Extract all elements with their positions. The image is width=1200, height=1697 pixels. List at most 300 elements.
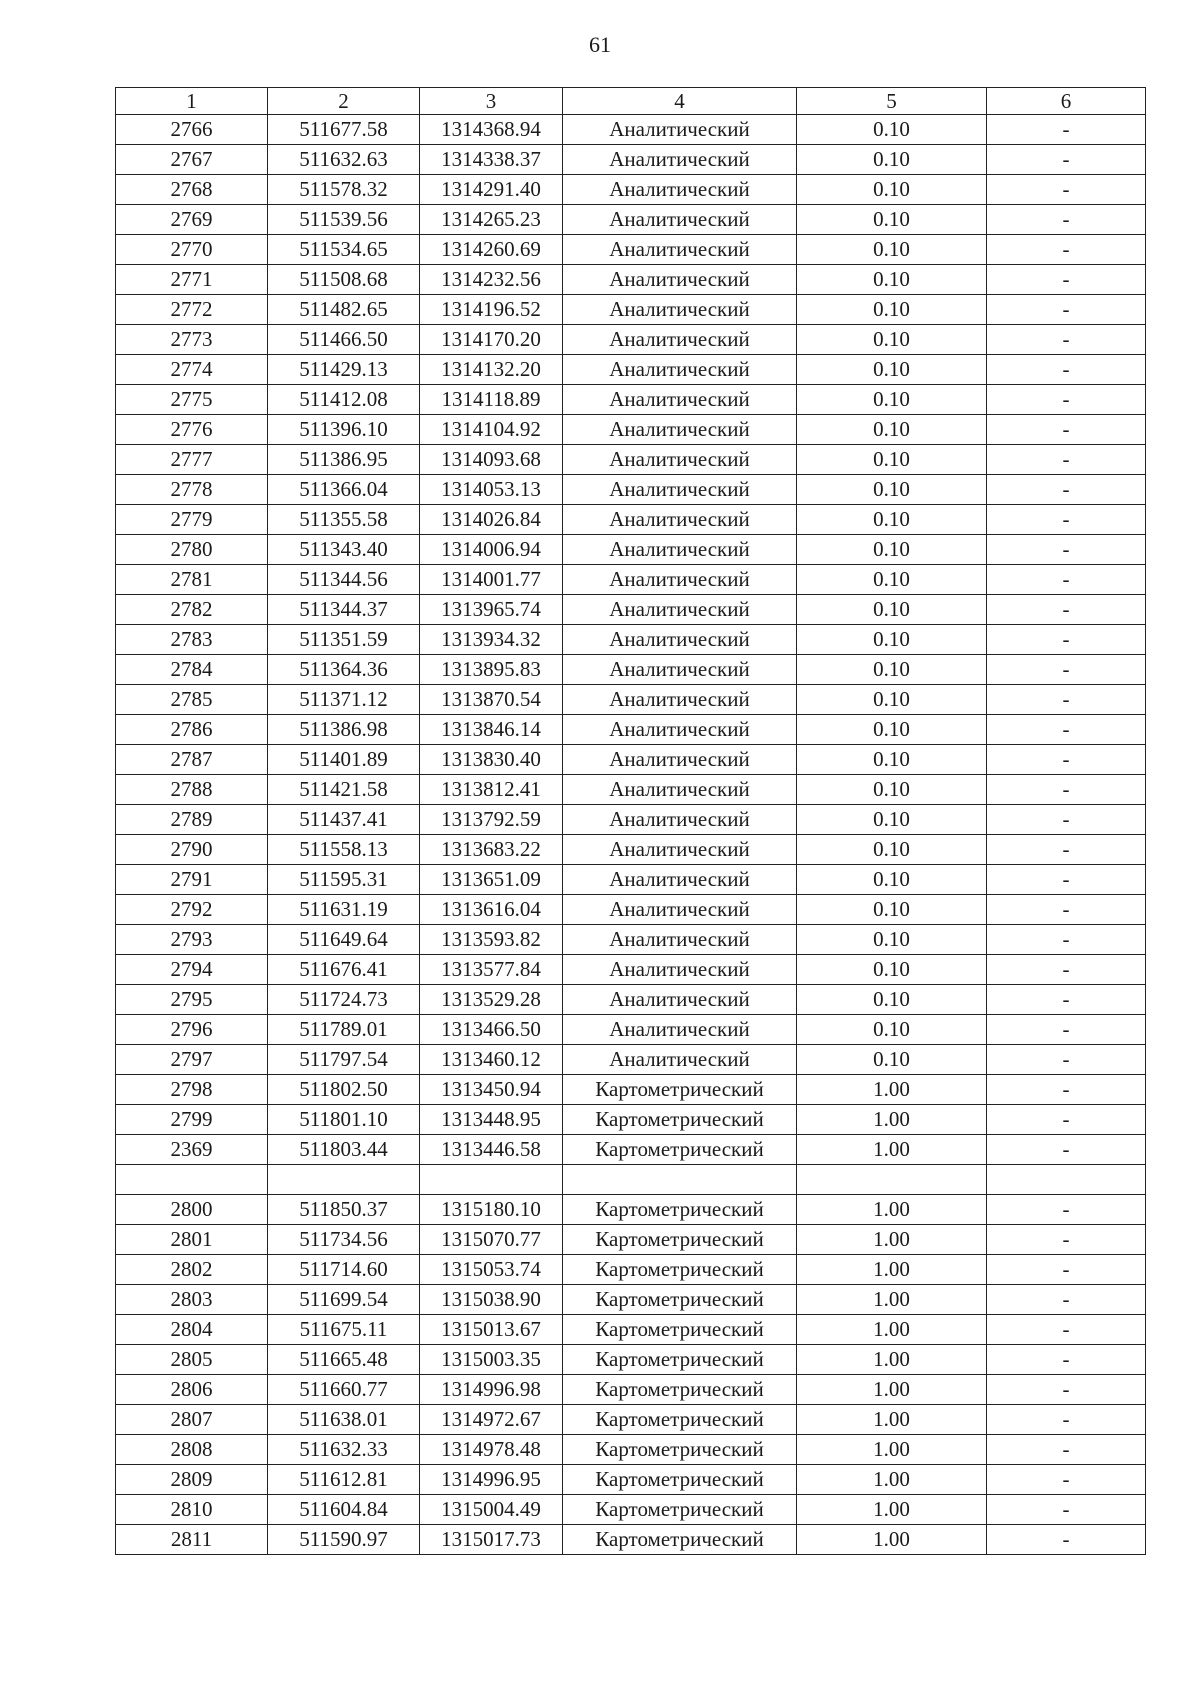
y-coordinate-cell: 1315017.73: [420, 1525, 563, 1555]
y-coordinate-cell: 1313593.82: [420, 925, 563, 955]
y-coordinate-cell: 1314006.94: [420, 535, 563, 565]
method-cell: Картометрический: [563, 1435, 797, 1465]
point-number-cell: 2807: [116, 1405, 268, 1435]
note-cell: -: [987, 1405, 1146, 1435]
accuracy-cell: 0.10: [797, 835, 987, 865]
x-coordinate-cell: 511803.44: [268, 1135, 420, 1165]
accuracy-cell: 0.10: [797, 985, 987, 1015]
table-row: [116, 715, 1146, 745]
x-coordinate-cell: 511665.48: [268, 1345, 420, 1375]
accuracy-cell: 0.10: [797, 145, 987, 175]
method-cell: Аналитический: [563, 235, 797, 265]
point-number-cell: 2775: [116, 385, 268, 415]
method-cell: Аналитический: [563, 505, 797, 535]
table-row: [116, 1015, 1146, 1045]
method-cell: Картометрический: [563, 1285, 797, 1315]
page-number: 61: [589, 32, 611, 57]
accuracy-cell: 0.10: [797, 925, 987, 955]
accuracy-cell: 0.10: [797, 775, 987, 805]
note-cell: -: [987, 1105, 1146, 1135]
note-cell: -: [987, 1315, 1146, 1345]
note-cell: -: [987, 295, 1146, 325]
point-number-cell: 2797: [116, 1045, 268, 1075]
method-cell: Картометрический: [563, 1375, 797, 1405]
table-row: [116, 955, 1146, 985]
accuracy-cell: 0.10: [797, 385, 987, 415]
y-coordinate-cell: 1313450.94: [420, 1075, 563, 1105]
method-cell: Аналитический: [563, 445, 797, 475]
column-header: 2: [268, 88, 420, 115]
note-cell: -: [987, 1195, 1146, 1225]
note-cell: -: [987, 475, 1146, 505]
point-number-cell: 2796: [116, 1015, 268, 1045]
note-cell: -: [987, 1015, 1146, 1045]
note-cell: -: [987, 535, 1146, 565]
method-cell: Картометрический: [563, 1405, 797, 1435]
method-cell: Картометрический: [563, 1255, 797, 1285]
method-cell: [563, 1165, 797, 1195]
y-coordinate-cell: 1313577.84: [420, 955, 563, 985]
point-number-cell: 2780: [116, 535, 268, 565]
y-coordinate-cell: 1313616.04: [420, 895, 563, 925]
table-row: [116, 1195, 1146, 1225]
table-row: [116, 235, 1146, 265]
x-coordinate-cell: 511508.68: [268, 265, 420, 295]
note-cell: -: [987, 925, 1146, 955]
point-number-cell: 2778: [116, 475, 268, 505]
accuracy-cell: 0.10: [797, 745, 987, 775]
x-coordinate-cell: 511734.56: [268, 1225, 420, 1255]
method-cell: Аналитический: [563, 265, 797, 295]
note-cell: -: [987, 265, 1146, 295]
point-number-cell: 2784: [116, 655, 268, 685]
point-number-cell: 2801: [116, 1225, 268, 1255]
method-cell: Аналитический: [563, 295, 797, 325]
method-cell: Картометрический: [563, 1105, 797, 1135]
note-cell: -: [987, 715, 1146, 745]
x-coordinate-cell: 511401.89: [268, 745, 420, 775]
point-number-cell: 2783: [116, 625, 268, 655]
x-coordinate-cell: 511649.64: [268, 925, 420, 955]
table-row: [116, 985, 1146, 1015]
note-cell: -: [987, 1525, 1146, 1555]
table-row: [116, 1345, 1146, 1375]
accuracy-cell: 1.00: [797, 1405, 987, 1435]
accuracy-cell: [797, 1165, 987, 1195]
note-cell: -: [987, 805, 1146, 835]
note-cell: -: [987, 655, 1146, 685]
note-cell: -: [987, 1075, 1146, 1105]
table-row: [116, 805, 1146, 835]
point-number-cell: 2792: [116, 895, 268, 925]
table-row: [116, 925, 1146, 955]
table-row: [116, 1045, 1146, 1075]
accuracy-cell: 0.10: [797, 865, 987, 895]
y-coordinate-cell: 1314104.92: [420, 415, 563, 445]
table-row: [116, 1495, 1146, 1525]
method-cell: Аналитический: [563, 895, 797, 925]
point-number-cell: 2768: [116, 175, 268, 205]
accuracy-cell: 1.00: [797, 1315, 987, 1345]
point-number-cell: 2789: [116, 805, 268, 835]
method-cell: Аналитический: [563, 625, 797, 655]
x-coordinate-cell: 511386.98: [268, 715, 420, 745]
x-coordinate-cell: 511590.97: [268, 1525, 420, 1555]
point-number-cell: 2369: [116, 1135, 268, 1165]
method-cell: Картометрический: [563, 1225, 797, 1255]
point-number-cell: 2787: [116, 745, 268, 775]
x-coordinate-cell: 511714.60: [268, 1255, 420, 1285]
x-coordinate-cell: 511366.04: [268, 475, 420, 505]
x-coordinate-cell: 511638.01: [268, 1405, 420, 1435]
point-number-cell: 2809: [116, 1465, 268, 1495]
x-coordinate-cell: 511595.31: [268, 865, 420, 895]
accuracy-cell: 0.10: [797, 475, 987, 505]
point-number-cell: 2798: [116, 1075, 268, 1105]
point-number-cell: 2776: [116, 415, 268, 445]
table-row: [116, 655, 1146, 685]
y-coordinate-cell: 1314265.23: [420, 205, 563, 235]
x-coordinate-cell: 511355.58: [268, 505, 420, 535]
x-coordinate-cell: 511539.56: [268, 205, 420, 235]
point-number-cell: 2771: [116, 265, 268, 295]
table-row: [116, 685, 1146, 715]
note-cell: -: [987, 775, 1146, 805]
y-coordinate-cell: 1314001.77: [420, 565, 563, 595]
note-cell: -: [987, 415, 1146, 445]
y-coordinate-cell: 1313895.83: [420, 655, 563, 685]
table-row: [116, 775, 1146, 805]
table-row: [116, 175, 1146, 205]
point-number-cell: 2773: [116, 325, 268, 355]
method-cell: Аналитический: [563, 415, 797, 445]
x-coordinate-cell: 511632.63: [268, 145, 420, 175]
y-coordinate-cell: 1314996.95: [420, 1465, 563, 1495]
method-cell: Аналитический: [563, 1045, 797, 1075]
method-cell: Аналитический: [563, 565, 797, 595]
accuracy-cell: 0.10: [797, 1045, 987, 1075]
point-number-cell: 2786: [116, 715, 268, 745]
point-number-cell: 2785: [116, 685, 268, 715]
note-cell: -: [987, 1495, 1146, 1525]
method-cell: Аналитический: [563, 175, 797, 205]
x-coordinate-cell: 511612.81: [268, 1465, 420, 1495]
point-number-cell: 2791: [116, 865, 268, 895]
y-coordinate-cell: 1313792.59: [420, 805, 563, 835]
table-row: [116, 1405, 1146, 1435]
point-number-cell: 2794: [116, 955, 268, 985]
x-coordinate-cell: 511802.50: [268, 1075, 420, 1105]
note-cell: -: [987, 205, 1146, 235]
note-cell: -: [987, 1225, 1146, 1255]
x-coordinate-cell: 511699.54: [268, 1285, 420, 1315]
accuracy-cell: 0.10: [797, 955, 987, 985]
x-coordinate-cell: 511364.36: [268, 655, 420, 685]
table-row: [116, 745, 1146, 775]
table-row: [116, 1075, 1146, 1105]
accuracy-cell: 0.10: [797, 325, 987, 355]
y-coordinate-cell: 1314368.94: [420, 115, 563, 145]
point-number-cell: 2788: [116, 775, 268, 805]
accuracy-cell: 1.00: [797, 1105, 987, 1135]
method-cell: Аналитический: [563, 145, 797, 175]
x-coordinate-cell: 511386.95: [268, 445, 420, 475]
accuracy-cell: 0.10: [797, 535, 987, 565]
x-coordinate-cell: 511677.58: [268, 115, 420, 145]
y-coordinate-cell: 1315004.49: [420, 1495, 563, 1525]
accuracy-cell: 0.10: [797, 355, 987, 385]
note-cell: -: [987, 505, 1146, 535]
x-coordinate-cell: 511482.65: [268, 295, 420, 325]
accuracy-cell: 1.00: [797, 1285, 987, 1315]
method-cell: Картометрический: [563, 1315, 797, 1345]
accuracy-cell: 0.10: [797, 235, 987, 265]
x-coordinate-cell: 511632.33: [268, 1435, 420, 1465]
point-number-cell: 2770: [116, 235, 268, 265]
note-cell: -: [987, 835, 1146, 865]
table-row: [116, 295, 1146, 325]
y-coordinate-cell: 1313651.09: [420, 865, 563, 895]
point-number-cell: 2777: [116, 445, 268, 475]
y-coordinate-cell: 1314291.40: [420, 175, 563, 205]
x-coordinate-cell: 511604.84: [268, 1495, 420, 1525]
x-coordinate-cell: 511558.13: [268, 835, 420, 865]
accuracy-cell: 0.10: [797, 175, 987, 205]
x-coordinate-cell: 511789.01: [268, 1015, 420, 1045]
accuracy-cell: 1.00: [797, 1225, 987, 1255]
note-cell: -: [987, 445, 1146, 475]
column-header: 4: [563, 88, 797, 115]
point-number-cell: 2772: [116, 295, 268, 325]
note-cell: [987, 1165, 1146, 1195]
accuracy-cell: 0.10: [797, 1015, 987, 1045]
accuracy-cell: 0.10: [797, 595, 987, 625]
y-coordinate-cell: 1314996.98: [420, 1375, 563, 1405]
accuracy-cell: 0.10: [797, 655, 987, 685]
y-coordinate-cell: 1315003.35: [420, 1345, 563, 1375]
x-coordinate-cell: 511850.37: [268, 1195, 420, 1225]
accuracy-cell: 1.00: [797, 1345, 987, 1375]
x-coordinate-cell: 511429.13: [268, 355, 420, 385]
method-cell: Аналитический: [563, 685, 797, 715]
y-coordinate-cell: 1315038.90: [420, 1285, 563, 1315]
accuracy-cell: 0.10: [797, 265, 987, 295]
y-coordinate-cell: 1314260.69: [420, 235, 563, 265]
coordinates-table: [115, 87, 1146, 1555]
y-coordinate-cell: 1314093.68: [420, 445, 563, 475]
table-row: [116, 145, 1146, 175]
x-coordinate-cell: 511676.41: [268, 955, 420, 985]
point-number-cell: 2799: [116, 1105, 268, 1135]
method-cell: Аналитический: [563, 715, 797, 745]
method-cell: Аналитический: [563, 535, 797, 565]
y-coordinate-cell: 1315053.74: [420, 1255, 563, 1285]
table-row: [116, 535, 1146, 565]
column-header: 1: [116, 88, 268, 115]
y-coordinate-cell: 1314232.56: [420, 265, 563, 295]
note-cell: -: [987, 1465, 1146, 1495]
accuracy-cell: 1.00: [797, 1255, 987, 1285]
y-coordinate-cell: 1314972.67: [420, 1405, 563, 1435]
accuracy-cell: 1.00: [797, 1465, 987, 1495]
table-row: [116, 1375, 1146, 1405]
note-cell: -: [987, 355, 1146, 385]
method-cell: Аналитический: [563, 745, 797, 775]
note-cell: -: [987, 685, 1146, 715]
note-cell: -: [987, 955, 1146, 985]
y-coordinate-cell: 1314118.89: [420, 385, 563, 415]
accuracy-cell: 0.10: [797, 295, 987, 325]
table-row: [116, 1105, 1146, 1135]
method-cell: Аналитический: [563, 955, 797, 985]
y-coordinate-cell: 1314026.84: [420, 505, 563, 535]
method-cell: Аналитический: [563, 835, 797, 865]
accuracy-cell: 0.10: [797, 895, 987, 925]
note-cell: -: [987, 235, 1146, 265]
table-row: [116, 895, 1146, 925]
y-coordinate-cell: 1315070.77: [420, 1225, 563, 1255]
y-coordinate-cell: [420, 1165, 563, 1195]
point-number-cell: 2774: [116, 355, 268, 385]
table-row: [116, 1285, 1146, 1315]
method-cell: Картометрический: [563, 1075, 797, 1105]
note-cell: -: [987, 565, 1146, 595]
y-coordinate-cell: 1315013.67: [420, 1315, 563, 1345]
point-number-cell: 2779: [116, 505, 268, 535]
x-coordinate-cell: 511466.50: [268, 325, 420, 355]
y-coordinate-cell: 1314196.52: [420, 295, 563, 325]
method-cell: Аналитический: [563, 985, 797, 1015]
note-cell: -: [987, 1285, 1146, 1315]
table-row: [116, 1315, 1146, 1345]
y-coordinate-cell: 1313466.50: [420, 1015, 563, 1045]
y-coordinate-cell: 1314053.13: [420, 475, 563, 505]
y-coordinate-cell: 1313448.95: [420, 1105, 563, 1135]
note-cell: -: [987, 985, 1146, 1015]
method-cell: Аналитический: [563, 925, 797, 955]
method-cell: Аналитический: [563, 865, 797, 895]
method-cell: Аналитический: [563, 355, 797, 385]
method-cell: Аналитический: [563, 655, 797, 685]
x-coordinate-cell: 511660.77: [268, 1375, 420, 1405]
accuracy-cell: 1.00: [797, 1375, 987, 1405]
point-number-cell: 2795: [116, 985, 268, 1015]
point-number-cell: 2808: [116, 1435, 268, 1465]
x-coordinate-cell: 511578.32: [268, 175, 420, 205]
note-cell: -: [987, 865, 1146, 895]
method-cell: Картометрический: [563, 1195, 797, 1225]
method-cell: Аналитический: [563, 385, 797, 415]
table-row: [116, 625, 1146, 655]
method-cell: Картометрический: [563, 1495, 797, 1525]
y-coordinate-cell: 1314338.37: [420, 145, 563, 175]
point-number-cell: 2767: [116, 145, 268, 175]
note-cell: -: [987, 1345, 1146, 1375]
method-cell: Картометрический: [563, 1135, 797, 1165]
y-coordinate-cell: 1313830.40: [420, 745, 563, 775]
note-cell: -: [987, 745, 1146, 775]
method-cell: Аналитический: [563, 1015, 797, 1045]
x-coordinate-cell: [268, 1165, 420, 1195]
table-row: [116, 115, 1146, 145]
method-cell: Аналитический: [563, 115, 797, 145]
accuracy-cell: 1.00: [797, 1495, 987, 1525]
point-number-cell: 2804: [116, 1315, 268, 1345]
table-row: [116, 265, 1146, 295]
table-row: [116, 1525, 1146, 1555]
accuracy-cell: 0.10: [797, 415, 987, 445]
table-row: [116, 1435, 1146, 1465]
note-cell: -: [987, 1375, 1146, 1405]
method-cell: Аналитический: [563, 805, 797, 835]
x-coordinate-cell: 511351.59: [268, 625, 420, 655]
table-row: [116, 205, 1146, 235]
table-row: [116, 865, 1146, 895]
table-row: [116, 835, 1146, 865]
accuracy-cell: 0.10: [797, 115, 987, 145]
x-coordinate-cell: 511344.56: [268, 565, 420, 595]
x-coordinate-cell: 511396.10: [268, 415, 420, 445]
y-coordinate-cell: 1314978.48: [420, 1435, 563, 1465]
point-number-cell: 2811: [116, 1525, 268, 1555]
accuracy-cell: 0.10: [797, 715, 987, 745]
note-cell: -: [987, 175, 1146, 205]
accuracy-cell: 0.10: [797, 205, 987, 235]
point-number-cell: 2766: [116, 115, 268, 145]
y-coordinate-cell: 1313446.58: [420, 1135, 563, 1165]
x-coordinate-cell: 511344.37: [268, 595, 420, 625]
method-cell: Картометрический: [563, 1525, 797, 1555]
method-cell: Картометрический: [563, 1345, 797, 1375]
table-row: [116, 1465, 1146, 1495]
y-coordinate-cell: 1313934.32: [420, 625, 563, 655]
note-cell: -: [987, 1135, 1146, 1165]
column-header: 3: [420, 88, 563, 115]
table-row: [116, 355, 1146, 385]
table-row: [116, 385, 1146, 415]
accuracy-cell: 0.10: [797, 685, 987, 715]
point-number-cell: 2769: [116, 205, 268, 235]
accuracy-cell: 0.10: [797, 565, 987, 595]
method-cell: Аналитический: [563, 475, 797, 505]
point-number-cell: 2803: [116, 1285, 268, 1315]
note-cell: -: [987, 625, 1146, 655]
column-header: 5: [797, 88, 987, 115]
note-cell: -: [987, 1045, 1146, 1075]
y-coordinate-cell: 1313683.22: [420, 835, 563, 865]
note-cell: -: [987, 895, 1146, 925]
y-coordinate-cell: 1313812.41: [420, 775, 563, 805]
column-header: 6: [987, 88, 1146, 115]
method-cell: Аналитический: [563, 595, 797, 625]
accuracy-cell: 0.10: [797, 805, 987, 835]
table-blank-row: [116, 1165, 1146, 1195]
point-number-cell: [116, 1165, 268, 1195]
accuracy-cell: 1.00: [797, 1075, 987, 1105]
accuracy-cell: 1.00: [797, 1135, 987, 1165]
table-row: [116, 475, 1146, 505]
point-number-cell: 2806: [116, 1375, 268, 1405]
point-number-cell: 2793: [116, 925, 268, 955]
y-coordinate-cell: 1314132.20: [420, 355, 563, 385]
table-row: [116, 1255, 1146, 1285]
table-row: [116, 565, 1146, 595]
method-cell: Аналитический: [563, 325, 797, 355]
accuracy-cell: 0.10: [797, 625, 987, 655]
accuracy-cell: 1.00: [797, 1195, 987, 1225]
method-cell: Картометрический: [563, 1465, 797, 1495]
table-row: [116, 445, 1146, 475]
